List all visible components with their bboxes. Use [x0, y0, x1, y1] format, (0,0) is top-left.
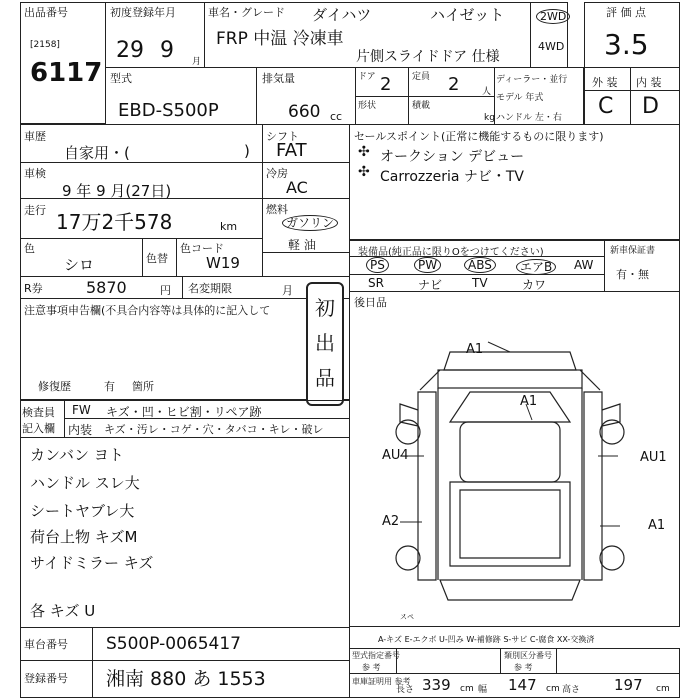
inspector-divider [64, 400, 65, 438]
color-code-label: 色コード [180, 242, 224, 255]
equip-pw [414, 258, 441, 272]
spec-divider-1 [396, 648, 397, 673]
first-listing-stamp [306, 282, 344, 406]
stamp-char-1: 初 [315, 296, 335, 320]
equipment-divider [604, 240, 605, 292]
maker: ダイハツ [312, 6, 372, 24]
aftermarket-label: 後日品 [354, 296, 387, 309]
shaken-value: 9 年 9 月(27日) [62, 182, 172, 200]
color-no-label: 色替 [146, 252, 168, 265]
mileage-value: 17万2千578 [56, 210, 173, 234]
equipment-label: 装備品(純正品に限りOをつけてください) [358, 247, 544, 258]
plate-label: 登録番号 [24, 672, 68, 685]
spec-hline [349, 673, 680, 674]
stamp-char-2: 出 [315, 331, 335, 355]
diagram-mark-6: A1 [648, 518, 666, 533]
fuel-value-circled: ガソリン [282, 215, 338, 231]
first-reg-label: 初度登録年月 [110, 6, 176, 19]
drive-divider [530, 2, 531, 68]
note-6: 各 キズ U [30, 602, 96, 620]
drive-2wd [536, 10, 570, 23]
color-divider-2 [176, 238, 177, 276]
doors-value: 2 [380, 74, 392, 95]
class-label: 類別区分番号 [504, 651, 552, 660]
capacity-label: 定員 [412, 72, 431, 82]
lot-sub: [2158] [30, 40, 60, 50]
sales-line-1: オークション デビュー [380, 149, 525, 165]
diagram-mark-4: AU1 [640, 450, 667, 465]
car-name-label: 車名・グレード [208, 6, 285, 19]
equip-ps [366, 258, 389, 272]
doors-label: ドア [358, 72, 376, 82]
plate-value: 湘南 880 あ 1553 [106, 668, 266, 690]
load-label: 積載 [412, 101, 431, 111]
chassis-value: S500P-0065417 [106, 634, 241, 654]
length-value: 339 [422, 676, 451, 694]
recycle-divider [182, 276, 183, 298]
diagram-mark-1: A1 [466, 342, 484, 357]
width-label: 幅 [478, 685, 488, 695]
ext-label: 外 装 [592, 76, 618, 89]
sales-label: セールスポイント(正常に機能するものに限ります) [354, 130, 604, 143]
equip-aw: AW [574, 258, 594, 272]
length-unit: cm [460, 684, 474, 694]
km-unit: km [220, 220, 238, 233]
inspector-label-a: 検査員 [22, 406, 55, 419]
hline-r3 [262, 252, 350, 253]
stamp-char-3: 品 [315, 366, 335, 390]
shaken-label: 車検 [24, 167, 46, 180]
int-value: D [642, 94, 659, 119]
inspector-row1-items: キズ・凹・ヒビ割・リペア跡 [106, 405, 262, 419]
equip-pw-circled: PW [414, 257, 441, 273]
reg-year: 29 [116, 38, 144, 63]
inspector-label-b: 記入欄 [22, 422, 55, 435]
note-1: カンバン ヨト [30, 446, 124, 464]
type-spec-label: 型式指定番号 [352, 651, 400, 660]
ac-label: 冷房 [266, 167, 288, 180]
ac-value: AC [286, 178, 308, 197]
capacity-value: 2 [448, 74, 460, 95]
fuel-label: 燃料 [266, 203, 288, 216]
body-label: 形状 [358, 101, 377, 111]
hline-2 [20, 198, 262, 199]
person-unit: 人 [482, 87, 492, 97]
month-unit: 月 [282, 284, 293, 297]
diagram-mark-3: AU4 [382, 448, 409, 463]
inspector-row2-items: キズ・汚レ・コゲ・穴・タバコ・キレ・破レ [104, 423, 324, 436]
height-value: 197 [614, 676, 643, 694]
warranty-label: 新車保証書 [610, 246, 656, 256]
inspector-row1-head: FW [72, 403, 91, 417]
hline-5 [20, 298, 350, 299]
color-divider [142, 238, 143, 276]
note-5: サイドミラー キズ [30, 554, 154, 572]
equip-ps-circled: PS [366, 257, 389, 273]
chassis-label: 車台番号 [24, 638, 68, 651]
grade-line2: 片側スライドドア 仕様 [356, 49, 500, 65]
height-unit: cm [656, 684, 670, 694]
note-2: ハンドル スレ大 [30, 474, 140, 492]
cc-unit: cc [330, 110, 343, 123]
cert-length-label: 車庫証明用 参考 [352, 677, 411, 686]
hline-3 [20, 238, 262, 239]
hline-4 [20, 276, 350, 277]
equip-abs [464, 258, 496, 272]
ext-int-vline [630, 67, 631, 125]
note-3: シートヤブレ大 [30, 502, 135, 520]
lot-label: 出品番号 [24, 6, 68, 19]
color-value: シロ [64, 256, 95, 274]
spec-divider-3 [556, 648, 557, 673]
equip-sr: SR [368, 276, 384, 290]
displacement-value: 660 [288, 102, 321, 122]
color-code-value: W19 [206, 254, 240, 272]
dealer-label: ディーラー・並行 [496, 75, 568, 85]
reg-month: 9 [160, 38, 174, 63]
length-label: 長さ [396, 685, 415, 695]
rating-value: 3.5 [604, 28, 649, 61]
int-label: 内 装 [636, 76, 662, 89]
equip-hline-2 [349, 274, 605, 275]
yen-unit: 円 [160, 284, 171, 297]
handle-label: ハンドル 左・右 [496, 113, 562, 123]
repair-unit: 箇所 [132, 380, 154, 393]
hline-r1 [262, 162, 350, 163]
usage-value: 自家用・( [64, 144, 130, 162]
model-year-label: モデル 年式 [496, 93, 544, 103]
type-label: 型式 [110, 72, 132, 85]
inspector-row2-head: 内装 [68, 423, 93, 437]
class-ref: 参 考 [514, 663, 533, 672]
left-inner-divider [262, 124, 263, 276]
diagram-legend: A-キズ E-エクボ U-凹み W-補修跡 S-サビ C-腐食 XX-交換済 [378, 635, 595, 644]
ext-int-hline [584, 90, 680, 91]
lot-number: 6117 [30, 58, 103, 88]
type-value: EBD-S500P [118, 100, 219, 121]
model: ハイゼット [430, 6, 505, 24]
displacement-label: 排気量 [262, 72, 295, 85]
recycle-label: R券 [24, 282, 43, 295]
equip-navi: ナビ [418, 278, 443, 292]
equip-leather: カワ [522, 278, 547, 292]
equip-airbag [516, 258, 556, 275]
kg-unit: kg [484, 113, 495, 123]
shift-value: FAT [276, 140, 307, 161]
history-label: 車歴 [24, 130, 46, 143]
fuel-alt: 軽 油 [288, 238, 316, 252]
hline-1 [20, 162, 262, 163]
sales-line-2: Carrozzeria ナビ・TV [380, 169, 524, 185]
equip-abs-circled: ABS [464, 257, 496, 273]
width-value: 147 [508, 676, 537, 694]
spec-divider-2 [500, 648, 501, 673]
drive-2wd-circled: 2WD [536, 9, 570, 24]
fuel-value [282, 214, 338, 231]
hline-r2 [262, 198, 350, 199]
drive-4wd: 4WD [538, 40, 565, 53]
color-label: 色 [24, 242, 35, 255]
shift-label: シフト [266, 130, 299, 143]
rating-label: 評 価 点 [606, 6, 646, 19]
reg-month-unit: 月 [192, 57, 202, 67]
recycle-value: 5870 [86, 278, 127, 297]
repair-value: 有 [104, 380, 115, 393]
repair-label: 修復歴 [38, 380, 71, 393]
note-4: 荷台上物 キズM [30, 528, 138, 546]
name-change-label: 名変期限 [188, 282, 232, 295]
type-spec-ref: 参 考 [362, 663, 381, 672]
equip-tv: TV [472, 276, 488, 290]
vehicle-diagram [360, 330, 670, 620]
usage-close: ) [244, 142, 250, 160]
ext-value: C [598, 94, 614, 119]
height-label: 高さ [562, 685, 581, 695]
equip-airbag-circled: エアB [516, 259, 556, 275]
warranty-value: 有・無 [616, 268, 649, 281]
diagram-mark-2: A1 [520, 394, 538, 409]
diagram-mark-5: A2 [382, 514, 400, 529]
width-unit: cm [546, 684, 560, 694]
notes-label: 注意事項申告欄(不具合内容等は具体的に記入して [24, 304, 271, 317]
sales-bullet-2: ✣ [358, 164, 370, 180]
diagram-small-note: スペ [400, 613, 414, 621]
mileage-label: 走行 [24, 204, 46, 217]
sales-bullet-1: ✣ [358, 144, 370, 160]
grade-line1: FRP 中温 冷凍車 [216, 29, 344, 49]
